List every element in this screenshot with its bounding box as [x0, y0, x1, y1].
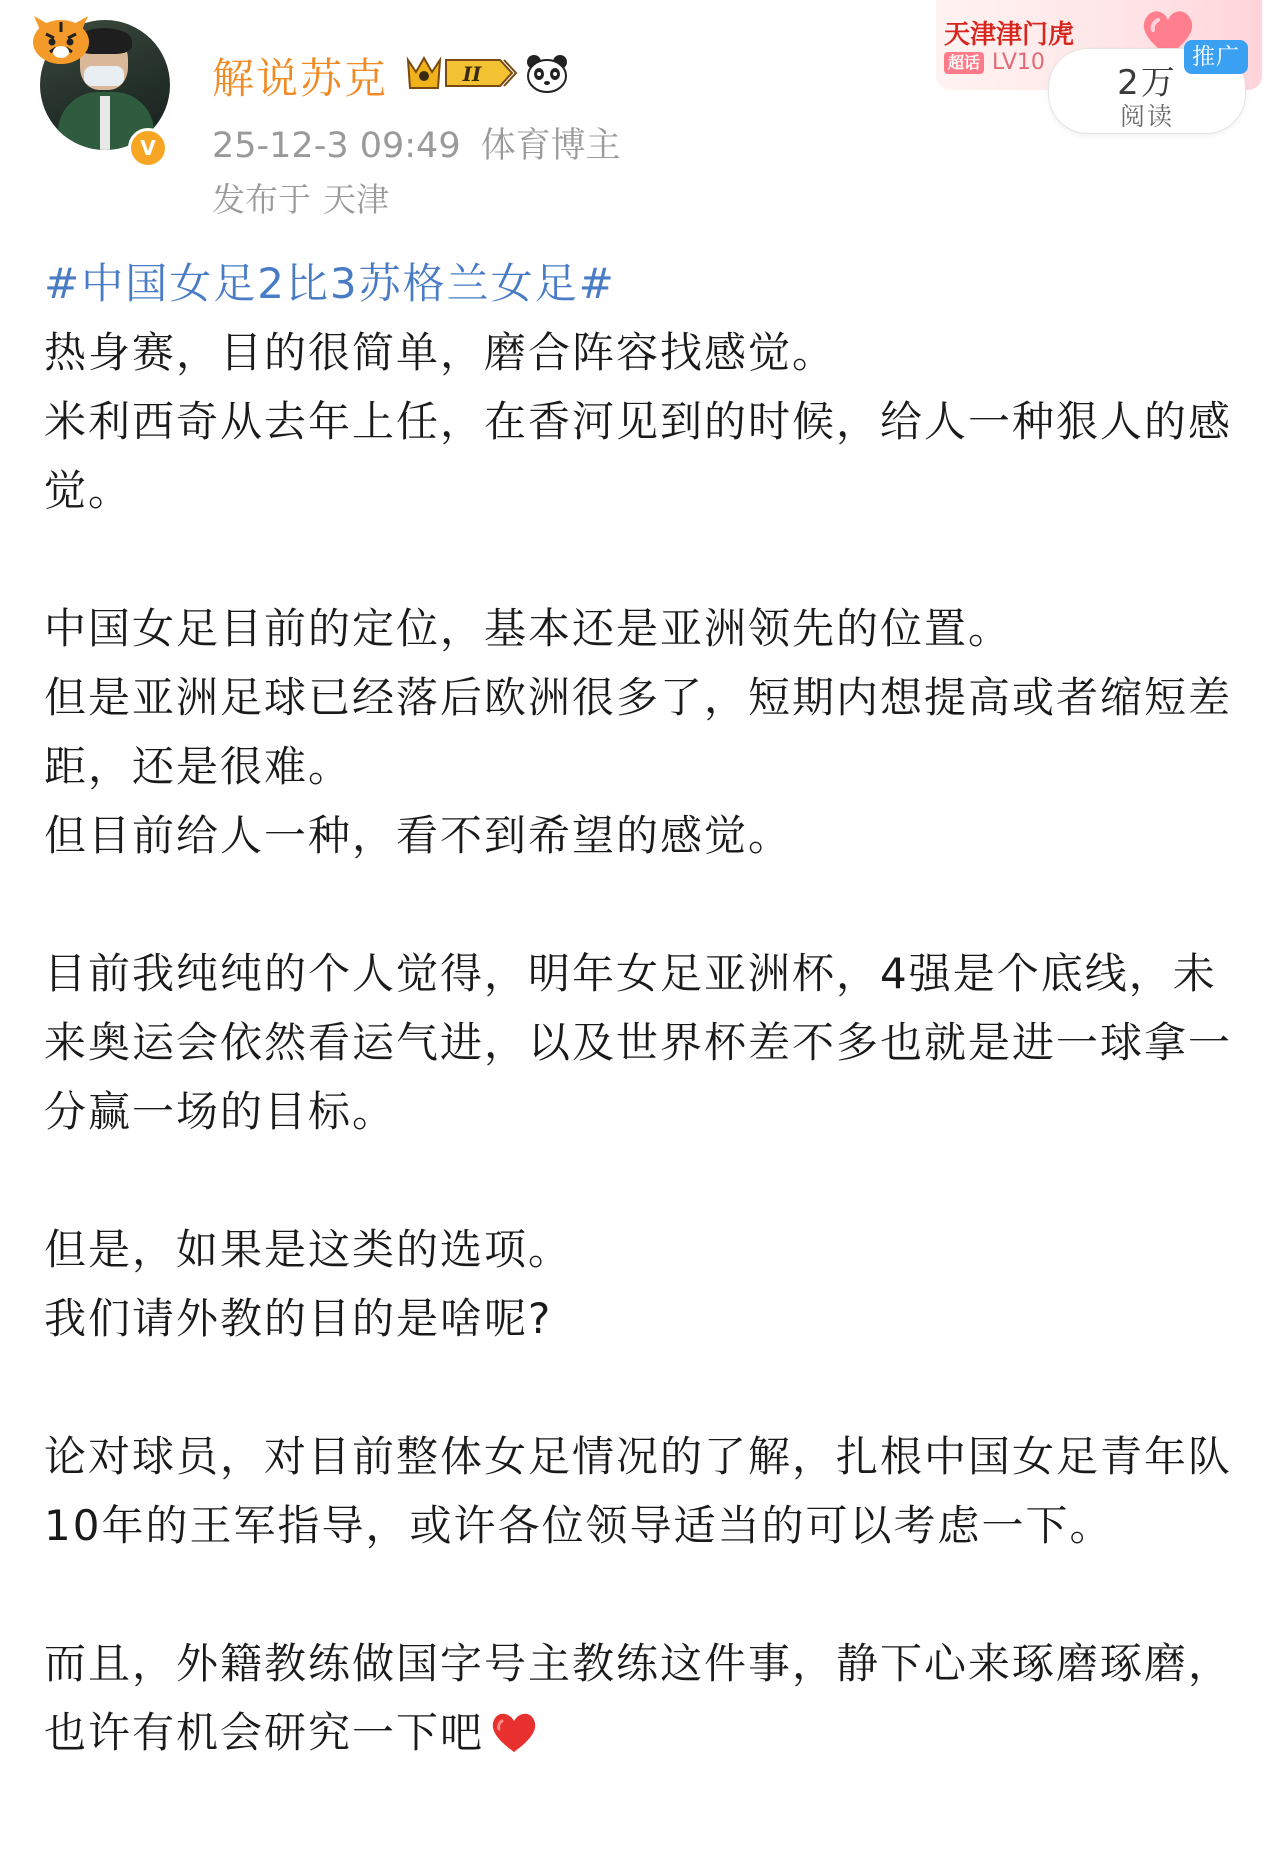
paragraph-gap	[44, 1353, 1250, 1422]
panda-icon[interactable]	[524, 52, 570, 94]
avatar-jacket-stripe	[100, 96, 110, 150]
post-line: 但是亚洲足球已经落后欧洲很多了，短期内想提高或者缩短差距，还是很难。	[44, 673, 1233, 791]
read-label: 阅读	[1119, 102, 1174, 131]
post-final-line	[44, 1629, 1250, 1767]
post-line: 论对球员，对目前整体女足情况的了解，扎根中国女足青年队10年的王军指导，或许各位领导适当的可以考虑一下。	[44, 1432, 1233, 1550]
tiger-decoration-icon	[26, 12, 96, 68]
post-meta	[212, 118, 621, 168]
post-content	[44, 249, 1250, 1767]
crown-badge-icon[interactable]	[404, 52, 518, 94]
supertopic-tag: 超话	[944, 52, 984, 74]
post-line: 米利西奇从去年上任，在香河见到的时候，给人一种狠人的感觉。	[44, 397, 1233, 515]
post-hashtag[interactable]: #中国女足2比3苏格兰女足#	[44, 259, 616, 308]
promo-level: LV10	[992, 50, 1045, 75]
username[interactable]: 解说苏克	[212, 54, 389, 103]
post-line: 热身赛，目的很简单，磨合阵容找感觉。	[44, 328, 837, 377]
red-heart-icon	[488, 1709, 540, 1755]
post-line: 但目前给人一种，看不到希望的感觉。	[44, 811, 793, 860]
read-count: 2万	[1117, 63, 1177, 103]
post-line: 我们请外教的目的是啥呢?	[44, 1294, 553, 1343]
verified-icon: V	[128, 128, 168, 168]
location-prefix: 发布于	[212, 180, 311, 219]
paragraph-gap	[44, 525, 1250, 594]
paragraph-gap	[44, 1560, 1250, 1629]
post-line: 中国女足目前的定位，基本还是亚洲领先的位置。	[44, 604, 1013, 653]
post-timestamp[interactable]: 25-12-3 09:49	[212, 126, 461, 166]
post-line: 但是，如果是这类的选项。	[44, 1225, 573, 1274]
avatar-mask	[84, 66, 124, 86]
post-location	[212, 174, 389, 221]
crown-badge-level: II	[462, 62, 482, 86]
ad-badge: 推广	[1184, 40, 1248, 74]
promo-title: 天津津门虎	[944, 20, 1075, 50]
post-line: 目前我纯纯的个人觉得，明年女足亚洲杯，4强是个底线，未来奥运会依然看运气进，以及世界杯差不多也就是进一球拿一分赢一场的目标。	[44, 949, 1233, 1136]
paragraph-gap	[44, 870, 1250, 939]
paragraph-gap	[44, 1146, 1250, 1215]
location-name: 天津	[323, 180, 389, 219]
user-type: 体育博主	[480, 126, 621, 166]
post-line: 而且，外籍教练做国字号主教练这件事，静下心来琢磨琢磨，也许有机会研究一下吧	[44, 1639, 1233, 1757]
